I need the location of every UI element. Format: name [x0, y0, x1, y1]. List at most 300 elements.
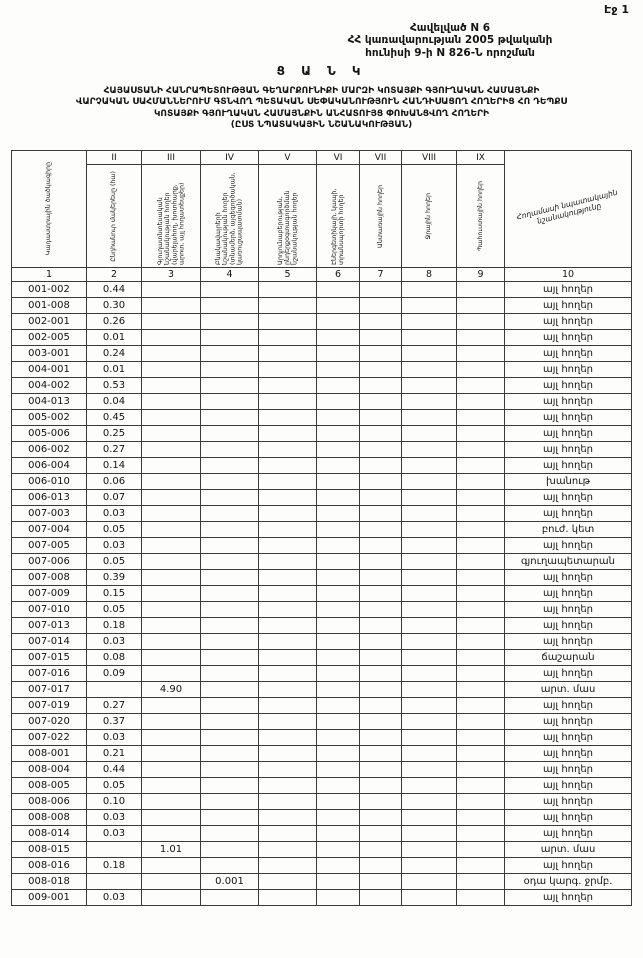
cell-area-value — [317, 714, 360, 730]
cell-area-value — [259, 618, 317, 634]
cell-cadastral-code: 007-003 — [12, 506, 87, 522]
cell-area-value — [201, 746, 259, 762]
land-parcels-table — [11, 150, 632, 906]
cell-area-value: 0.001 — [201, 874, 259, 890]
cell-area-value — [142, 602, 201, 618]
table-row — [12, 426, 632, 442]
cell-area-value — [259, 810, 317, 826]
cell-area-value: 0.30 — [87, 298, 142, 314]
header-roman-numeral: IX — [457, 151, 505, 165]
table-row — [12, 714, 632, 730]
column-number: 10 — [505, 268, 632, 282]
cell-purpose: այլ հողեր — [505, 346, 632, 362]
cell-area-value — [142, 858, 201, 874]
cell-area-value — [317, 602, 360, 618]
cell-area-value — [142, 362, 201, 378]
cell-area-value — [201, 362, 259, 378]
subtitle-line-2: ՎԱՐՉԱԿԱՆ ՍԱՀՄԱՆՆԵՐՈՒՄ ԳՏՆՎՈՂ ՊԵՏԱԿԱՆ ՍԵՓԱԿԱՆՈՒԹՅՈՒՆ ՀԱՆԴԻՍԱՑՈՂ ՀՈՂԵՐԻՑ ՀՈ ԴԵՊՔՍ — [75, 97, 568, 108]
cell-area-value — [201, 490, 259, 506]
cell-area-value — [201, 570, 259, 586]
cell-area-value: 0.05 — [87, 554, 142, 570]
cell-area-value — [402, 618, 457, 634]
cell-cadastral-code: 008-006 — [12, 794, 87, 810]
cell-cadastral-code: 008-016 — [12, 858, 87, 874]
cell-area-value — [360, 890, 402, 906]
cell-cadastral-code: 006-004 — [12, 458, 87, 474]
cell-area-value: 0.26 — [87, 314, 142, 330]
cell-area-value: 0.01 — [87, 362, 142, 378]
cell-area-value — [142, 570, 201, 586]
cell-area-value: 0.03 — [87, 826, 142, 842]
cell-area-value — [457, 810, 505, 826]
cell-area-value — [142, 298, 201, 314]
cell-area-value: 0.27 — [87, 442, 142, 458]
roman-numeral-row — [12, 151, 632, 165]
table-row — [12, 746, 632, 762]
cell-area-value — [201, 426, 259, 442]
cell-area-value — [201, 666, 259, 682]
cell-area-value — [360, 330, 402, 346]
cell-area-value — [259, 506, 317, 522]
cell-area-value — [457, 314, 505, 330]
cell-area-value: 0.25 — [87, 426, 142, 442]
cell-purpose: խանութ — [505, 474, 632, 490]
cell-area-value — [360, 554, 402, 570]
cell-area-value — [259, 746, 317, 762]
cell-area-value: 0.45 — [87, 410, 142, 426]
cell-purpose: այլ հողեր — [505, 490, 632, 506]
cell-area-value — [402, 506, 457, 522]
cell-area-value — [142, 730, 201, 746]
cell-area-value — [457, 714, 505, 730]
cell-cadastral-code: 007-013 — [12, 618, 87, 634]
table-row — [12, 458, 632, 474]
cell-area-value — [360, 426, 402, 442]
cell-area-value — [402, 426, 457, 442]
cell-area-value — [457, 666, 505, 682]
cell-cadastral-code: 007-010 — [12, 602, 87, 618]
cell-purpose: այլ հողեր — [505, 698, 632, 714]
table-row — [12, 858, 632, 874]
cell-area-value — [201, 298, 259, 314]
cell-area-value — [259, 458, 317, 474]
cell-area-value — [201, 634, 259, 650]
cell-area-value — [317, 762, 360, 778]
cell-area-value — [402, 298, 457, 314]
cell-cadastral-code: 006-010 — [12, 474, 87, 490]
cell-area-value — [142, 474, 201, 490]
cell-area-value — [259, 394, 317, 410]
cell-area-value — [259, 442, 317, 458]
header-land-category: Պահուստային հողեր — [457, 165, 505, 268]
cell-cadastral-code: 007-009 — [12, 586, 87, 602]
cell-area-value — [360, 490, 402, 506]
cell-area-value — [142, 794, 201, 810]
cell-area-value — [402, 362, 457, 378]
column-number: 8 — [402, 268, 457, 282]
cell-area-value — [360, 682, 402, 698]
cell-area-value — [360, 506, 402, 522]
cell-area-value — [317, 506, 360, 522]
cell-purpose: այլ հողեր — [505, 730, 632, 746]
cell-area-value — [259, 474, 317, 490]
cell-area-value — [457, 474, 505, 490]
cell-purpose: այլ հողեր — [505, 314, 632, 330]
cell-area-value — [457, 618, 505, 634]
cell-area-value — [360, 538, 402, 554]
table-row — [12, 474, 632, 490]
table-row — [12, 730, 632, 746]
cell-area-value — [402, 538, 457, 554]
cell-area-value: 0.05 — [87, 522, 142, 538]
cell-area-value — [457, 394, 505, 410]
annex-line-2: ՀՀ կառավարության 2005 թվականի — [347, 34, 553, 47]
cell-area-value — [142, 746, 201, 762]
table-row — [12, 874, 632, 890]
cell-area-value — [317, 426, 360, 442]
cell-area-value — [142, 330, 201, 346]
cell-area-value — [259, 762, 317, 778]
column-number: 9 — [457, 268, 505, 282]
table-row — [12, 330, 632, 346]
cell-area-value — [457, 442, 505, 458]
table-row — [12, 442, 632, 458]
cell-cadastral-code: 007-020 — [12, 714, 87, 730]
cell-area-value — [317, 874, 360, 890]
cell-cadastral-code: 007-022 — [12, 730, 87, 746]
cell-area-value: 0.44 — [87, 282, 142, 298]
cell-area-value — [259, 378, 317, 394]
table-row — [12, 650, 632, 666]
cell-area-value — [201, 890, 259, 906]
header-land-category: Բնակավայրերի նշանակության հողեր (տնամերձ, այգեգործական, կառուցապատման) — [201, 165, 259, 268]
header-land-category: Էներգետիկայի, կապի, տրանսպորտի հողեր — [317, 165, 360, 268]
cell-area-value — [360, 858, 402, 874]
cell-area-value — [457, 842, 505, 858]
cell-area-value — [360, 778, 402, 794]
cell-area-value — [259, 282, 317, 298]
cell-area-value — [402, 442, 457, 458]
cell-area-value — [457, 538, 505, 554]
cell-area-value — [259, 570, 317, 586]
cell-area-value — [142, 282, 201, 298]
cell-area-value: 0.07 — [87, 490, 142, 506]
cell-purpose: այլ հողեր — [505, 890, 632, 906]
cell-area-value — [360, 730, 402, 746]
cell-purpose: այլ հողեր — [505, 778, 632, 794]
cell-area-value — [360, 698, 402, 714]
cell-area-value — [360, 522, 402, 538]
cell-cadastral-code: 009-001 — [12, 890, 87, 906]
cell-area-value — [317, 314, 360, 330]
cell-purpose: այլ հողեր — [505, 762, 632, 778]
cell-cadastral-code: 006-013 — [12, 490, 87, 506]
cell-area-value — [360, 282, 402, 298]
cell-area-value — [259, 890, 317, 906]
cell-area-value — [360, 586, 402, 602]
cell-area-value — [317, 362, 360, 378]
cell-area-value — [317, 842, 360, 858]
table-row — [12, 570, 632, 586]
table-row — [12, 602, 632, 618]
cell-area-value — [402, 314, 457, 330]
cell-purpose: այլ հողեր — [505, 362, 632, 378]
subtitle-line-3: ԿՈՏԱՅՔԻ ԳՅՈՒՂԱԿԱՆ ՀԱՄԱՅՆՔԻՆ ԱՆՀԱՏՈՒՅՑ ՓՈԽԱՆՑՎՈՂ ՀՈՂԵՐԻ — [153, 108, 490, 119]
cell-area-value — [142, 650, 201, 666]
cell-area-value — [360, 810, 402, 826]
cell-area-value — [360, 458, 402, 474]
cell-area-value — [317, 330, 360, 346]
table-row — [12, 314, 632, 330]
cell-area-value — [360, 762, 402, 778]
cell-area-value — [201, 458, 259, 474]
cell-area-value — [360, 298, 402, 314]
cell-area-value: 0.03 — [87, 634, 142, 650]
cell-area-value — [142, 426, 201, 442]
cell-cadastral-code: 002-005 — [12, 330, 87, 346]
table-row — [12, 506, 632, 522]
cell-cadastral-code: 001-008 — [12, 298, 87, 314]
header-land-category: Գյուղատնտեսական նշանակության հողեր (վարելահող, խոտհարք, արոտ, այլ հողատեսքեր) — [142, 165, 201, 268]
cell-area-value — [317, 378, 360, 394]
cell-area-value — [317, 778, 360, 794]
cell-area-value: 0.03 — [87, 730, 142, 746]
header-cadastral-code: Կադաստրային ծածկագիրը — [12, 151, 87, 268]
header-purpose: Հողամասի նպատակային նշանակությունը — [505, 151, 632, 268]
cell-area-value — [142, 618, 201, 634]
cell-purpose: այլ հողեր — [505, 426, 632, 442]
table-row — [12, 410, 632, 426]
cell-area-value — [259, 586, 317, 602]
cell-area-value — [201, 506, 259, 522]
cell-area-value — [201, 762, 259, 778]
cell-area-value — [457, 778, 505, 794]
cell-area-value — [142, 714, 201, 730]
cell-area-value — [259, 330, 317, 346]
cell-area-value — [360, 794, 402, 810]
cell-area-value — [142, 490, 201, 506]
cell-purpose: այլ հողեր — [505, 810, 632, 826]
cell-area-value — [201, 346, 259, 362]
cell-area-value: 0.18 — [87, 618, 142, 634]
cell-area-value — [457, 522, 505, 538]
cell-area-value — [87, 874, 142, 890]
cell-area-value — [402, 762, 457, 778]
cell-area-value — [201, 778, 259, 794]
cell-purpose: այլ հողեր — [505, 410, 632, 426]
column-number: 1 — [12, 268, 87, 282]
cell-area-value — [142, 506, 201, 522]
header-roman-numeral: VIII — [402, 151, 457, 165]
cell-area-value — [317, 554, 360, 570]
cell-area-value — [360, 618, 402, 634]
cell-area-value — [317, 618, 360, 634]
cell-area-value — [402, 778, 457, 794]
column-number: 6 — [317, 268, 360, 282]
cell-area-value — [317, 858, 360, 874]
cell-purpose: օդա կարգ. ջրմբ. — [505, 874, 632, 890]
cell-area-value — [142, 346, 201, 362]
table-row — [12, 586, 632, 602]
cell-area-value: 0.21 — [87, 746, 142, 762]
cell-area-value — [142, 698, 201, 714]
cell-area-value — [142, 314, 201, 330]
cell-area-value — [142, 666, 201, 682]
cell-area-value — [259, 714, 317, 730]
cell-area-value — [457, 858, 505, 874]
cell-area-value — [201, 842, 259, 858]
cell-area-value — [402, 634, 457, 650]
cell-area-value — [317, 810, 360, 826]
cell-area-value — [317, 394, 360, 410]
subtitle-line-1: ՀԱՅԱՍՏԱՆԻ ՀԱՆՐԱՊԵՏՈՒԹՅԱՆ ԳԵՂԱՐՔՈՒՆԻՔԻ ՄԱՐԶԻ ԿՈՏԱՅՔԻ ԳՅՈՒՂԱԿԱՆ ՀԱՄԱՅՆՔԻ — [103, 86, 540, 96]
cell-purpose: այլ հողեր — [505, 746, 632, 762]
cell-area-value — [259, 346, 317, 362]
table-row — [12, 490, 632, 506]
cell-cadastral-code: 006-002 — [12, 442, 87, 458]
cell-purpose: այլ հողեր — [505, 394, 632, 410]
cell-area-value — [259, 634, 317, 650]
table-row — [12, 682, 632, 698]
cell-area-value — [457, 282, 505, 298]
cell-area-value — [402, 586, 457, 602]
cell-purpose: այլ հողեր — [505, 586, 632, 602]
page-number: Էջ 1 — [604, 3, 629, 16]
header-land-category: Ընդհանուր մակերեսը (հա) — [87, 165, 142, 268]
cell-cadastral-code: 001-002 — [12, 282, 87, 298]
cell-cadastral-code: 007-005 — [12, 538, 87, 554]
cell-area-value — [457, 458, 505, 474]
cell-area-value: 0.03 — [87, 506, 142, 522]
header-roman-numeral: III — [142, 151, 201, 165]
table-row — [12, 826, 632, 842]
cell-area-value — [142, 762, 201, 778]
cell-area-value — [142, 634, 201, 650]
cell-area-value — [201, 586, 259, 602]
cell-purpose: այլ հողեր — [505, 858, 632, 874]
cell-area-value — [402, 698, 457, 714]
table-row — [12, 554, 632, 570]
cell-area-value — [402, 522, 457, 538]
cell-area-value — [317, 570, 360, 586]
cell-cadastral-code: 008-018 — [12, 874, 87, 890]
table-row — [12, 890, 632, 906]
cell-area-value — [360, 714, 402, 730]
cell-area-value — [457, 730, 505, 746]
cell-area-value — [142, 778, 201, 794]
cell-area-value — [201, 618, 259, 634]
cell-cadastral-code: 007-019 — [12, 698, 87, 714]
cell-area-value — [259, 794, 317, 810]
cell-cadastral-code: 005-002 — [12, 410, 87, 426]
cell-area-value — [402, 890, 457, 906]
cell-area-value — [402, 858, 457, 874]
cell-area-value: 0.05 — [87, 778, 142, 794]
column-number: 5 — [259, 268, 317, 282]
cell-area-value — [201, 826, 259, 842]
cell-cadastral-code: 008-004 — [12, 762, 87, 778]
cell-area-value — [402, 714, 457, 730]
cell-area-value: 0.15 — [87, 586, 142, 602]
cell-area-value — [360, 346, 402, 362]
table-row — [12, 346, 632, 362]
cell-area-value: 0.06 — [87, 474, 142, 490]
cell-purpose: այլ հողեր — [505, 570, 632, 586]
cell-cadastral-code: 002-001 — [12, 314, 87, 330]
cell-area-value — [259, 426, 317, 442]
table-header — [12, 151, 632, 282]
cell-area-value — [142, 538, 201, 554]
cell-area-value — [457, 874, 505, 890]
cell-area-value — [317, 410, 360, 426]
cell-cadastral-code: 007-017 — [12, 682, 87, 698]
cell-area-value — [317, 650, 360, 666]
cell-cadastral-code: 005-006 — [12, 426, 87, 442]
cell-area-value — [402, 682, 457, 698]
cell-purpose: այլ հողեր — [505, 330, 632, 346]
cell-area-value — [402, 810, 457, 826]
table-row — [12, 298, 632, 314]
cell-area-value — [457, 410, 505, 426]
cell-area-value — [259, 538, 317, 554]
cell-purpose: այլ հողեր — [505, 618, 632, 634]
cell-area-value — [259, 874, 317, 890]
cell-area-value — [360, 666, 402, 682]
cell-purpose: այլ հողեր — [505, 794, 632, 810]
cell-purpose: գյուղապետարան — [505, 554, 632, 570]
cell-area-value: 0.24 — [87, 346, 142, 362]
table-row — [12, 810, 632, 826]
cell-area-value — [142, 890, 201, 906]
cell-area-value: 0.03 — [87, 810, 142, 826]
cell-area-value — [201, 474, 259, 490]
cell-area-value: 0.27 — [87, 698, 142, 714]
cell-area-value: 0.18 — [87, 858, 142, 874]
cell-area-value — [317, 490, 360, 506]
cell-area-value — [142, 586, 201, 602]
cell-cadastral-code: 007-014 — [12, 634, 87, 650]
cell-area-value — [142, 810, 201, 826]
cell-purpose: այլ հողեր — [505, 458, 632, 474]
cell-area-value — [402, 650, 457, 666]
cell-area-value — [317, 282, 360, 298]
header-land-category: Արդյունաբերության, ընդերքօգտագործման նշանակության հողեր — [259, 165, 317, 268]
cell-area-value — [142, 458, 201, 474]
annex-line-1: Հավելված N 6 — [409, 22, 491, 34]
table-row — [12, 842, 632, 858]
cell-area-value — [201, 810, 259, 826]
cell-cadastral-code: 007-015 — [12, 650, 87, 666]
cell-area-value — [402, 746, 457, 762]
cell-area-value — [259, 698, 317, 714]
cell-area-value: 0.53 — [87, 378, 142, 394]
cell-area-value — [87, 682, 142, 698]
cell-area-value — [457, 890, 505, 906]
column-number: 2 — [87, 268, 142, 282]
cell-area-value — [142, 378, 201, 394]
cell-area-value — [360, 746, 402, 762]
cell-cadastral-code: 003-001 — [12, 346, 87, 362]
cell-area-value — [457, 330, 505, 346]
cell-area-value — [457, 602, 505, 618]
cell-area-value — [317, 794, 360, 810]
cell-area-value — [402, 458, 457, 474]
cell-cadastral-code: 004-013 — [12, 394, 87, 410]
cell-area-value — [259, 666, 317, 682]
cell-area-value — [317, 890, 360, 906]
cell-area-value — [457, 586, 505, 602]
cell-area-value — [142, 522, 201, 538]
